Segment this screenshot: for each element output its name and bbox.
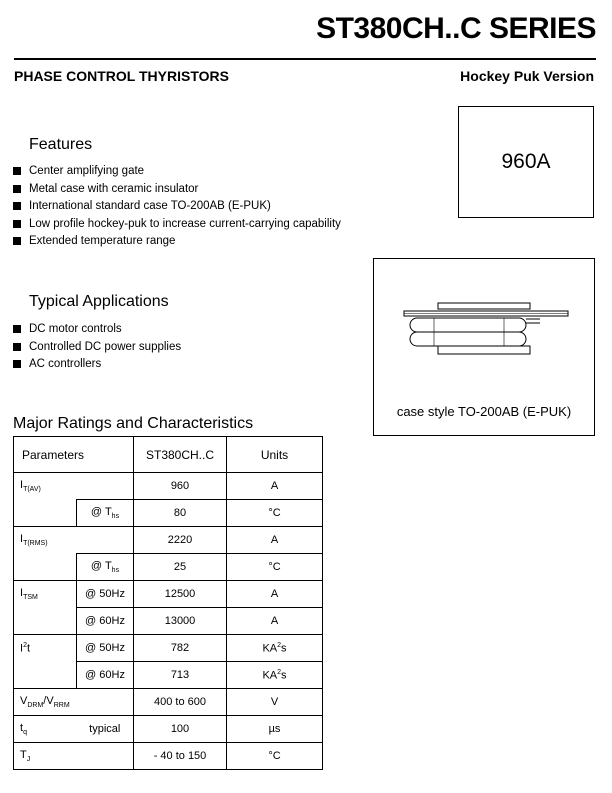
bullet-square-icon (13, 220, 21, 228)
table-row (14, 473, 323, 500)
param-condition: @ 50Hz (77, 581, 134, 608)
param-value: - 40 to 150 (134, 743, 227, 770)
ratings-table (13, 436, 323, 770)
column-header-model: ST380CH..C (134, 437, 227, 473)
bullet-square-icon (13, 360, 21, 368)
table-row (14, 689, 323, 716)
param-symbol: $I_{T(RMS)}$ (14, 527, 77, 554)
application-item: Controlled DC power supplies (13, 339, 181, 357)
param-unit: A (227, 581, 323, 608)
applications-heading: Typical Applications (29, 293, 169, 310)
param-condition (77, 527, 134, 554)
bullet-square-icon (13, 325, 21, 333)
feature-item: Center amplifying gate (13, 163, 341, 181)
version-label: Hockey Puk Version (460, 68, 594, 84)
feature-item: Metal case with ceramic insulator (13, 181, 341, 199)
table-row (14, 527, 323, 554)
param-unit: A (227, 473, 323, 500)
table-row (14, 581, 323, 608)
param-condition: typical (77, 716, 134, 743)
table-row (14, 608, 323, 635)
features-heading: Features (29, 136, 93, 153)
feature-item: International standard case TO-200AB (E-PUK) (13, 198, 341, 216)
hockey-puk-drawing (374, 259, 594, 379)
param-symbol (14, 554, 77, 581)
param-symbol: $t_q$ (14, 716, 77, 743)
column-header-parameters: Parameters (14, 437, 134, 473)
param-symbol: $I_{TSM}$ (14, 581, 77, 608)
param-unit: $KA^2s$ (227, 662, 323, 689)
param-symbol: $T_J$ (14, 743, 134, 770)
title-rule (14, 58, 596, 60)
param-unit: °C (227, 500, 323, 527)
case-caption: case style TO-200AB (E-PUK) (396, 404, 572, 419)
table-header-row (14, 437, 323, 473)
bullet-square-icon (13, 185, 21, 193)
param-value: 80 (134, 500, 227, 527)
feature-item: Extended temperature range (13, 233, 341, 251)
param-condition: @ $T_{hs}$ (77, 554, 134, 581)
param-condition (77, 473, 134, 500)
param-unit: V (227, 689, 323, 716)
param-value: 13000 (134, 608, 227, 635)
param-value: 960 (134, 473, 227, 500)
applications-list (13, 321, 181, 374)
case-style-box (373, 258, 595, 436)
feature-item: Low profile hockey-puk to increase current-carrying capability (13, 216, 341, 234)
bullet-square-icon (13, 167, 21, 175)
param-unit: °C (227, 554, 323, 581)
table-row (14, 662, 323, 689)
table-row (14, 635, 323, 662)
page-title: ST380CH..C SERIES (316, 12, 596, 45)
product-subtitle: PHASE CONTROL THYRISTORS (14, 68, 229, 84)
table-row (14, 716, 323, 743)
param-unit: A (227, 527, 323, 554)
param-value: 2220 (134, 527, 227, 554)
current-rating-value: 960A (501, 150, 551, 173)
param-symbol (14, 608, 77, 635)
application-item: AC controllers (13, 356, 181, 374)
param-unit: A (227, 608, 323, 635)
param-condition: @ 60Hz (77, 608, 134, 635)
param-unit: $KA^2s$ (227, 635, 323, 662)
application-item: DC motor controls (13, 321, 181, 339)
param-value: 713 (134, 662, 227, 689)
bullet-square-icon (13, 237, 21, 245)
table-row (14, 500, 323, 527)
param-symbol: $I_{T(AV)}$ (14, 473, 77, 500)
param-condition: @ 50Hz (77, 635, 134, 662)
param-symbol: $I^2t$ (14, 635, 77, 662)
param-symbol (14, 500, 77, 527)
features-list (13, 163, 341, 251)
param-unit: µs (227, 716, 323, 743)
bullet-square-icon (13, 343, 21, 351)
param-symbol (14, 662, 77, 689)
table-row (14, 743, 323, 770)
ratings-heading: Major Ratings and Characteristics (13, 415, 254, 432)
bullet-square-icon (13, 202, 21, 210)
param-value: 100 (134, 716, 227, 743)
table-row (14, 554, 323, 581)
param-condition: @ 60Hz (77, 662, 134, 689)
param-unit: °C (227, 743, 323, 770)
param-value: 12500 (134, 581, 227, 608)
param-symbol: $V_{DRM}/V_{RRM}$ (14, 689, 134, 716)
param-value: 400 to 600 (134, 689, 227, 716)
param-value: 782 (134, 635, 227, 662)
param-value: 25 (134, 554, 227, 581)
current-rating-box (458, 106, 594, 218)
column-header-units: Units (227, 437, 323, 473)
param-condition: @ $T_{hs}$ (77, 500, 134, 527)
